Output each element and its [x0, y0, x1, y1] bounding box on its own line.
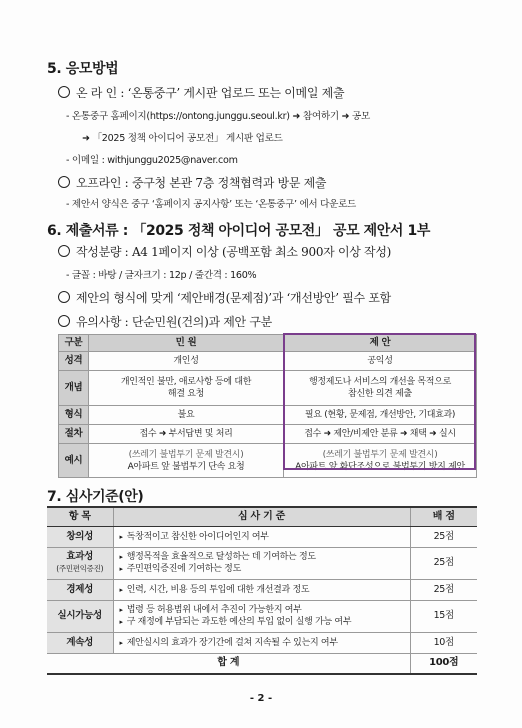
bullet-circle-icon: [58, 176, 70, 188]
row-label: 절차: [59, 425, 89, 444]
civil-line: A아파트 앞 불법투기 단속 요청: [127, 461, 245, 472]
table-row: [47, 600, 477, 632]
header-score: 배 점: [410, 507, 477, 526]
triangle-bullet-icon: ▸: [119, 565, 123, 573]
section-5-title: 5. 응모방법: [47, 61, 119, 77]
online-text: 온 라 인 : ‘온통중구’ 게시판 업로드 또는 이메일 제출: [76, 86, 345, 100]
civil-cell: 불요: [89, 406, 284, 425]
triangle-bullet-icon: ▸: [119, 618, 123, 626]
online-item: [58, 84, 344, 101]
row-label: 실시가능성: [47, 600, 113, 632]
header-item: 항 목: [47, 507, 113, 526]
score-cell: 15점: [410, 600, 477, 632]
row-label: [47, 547, 113, 579]
score-cell: 25점: [410, 547, 477, 579]
criteria-cell: [113, 547, 410, 579]
header-category: 구분: [59, 335, 89, 352]
civil-cell: [89, 444, 284, 478]
offline-text: 오프라인 : 중구청 본관 7층 정책협력과 방문 제출: [76, 176, 327, 190]
row-label: 계속성: [47, 632, 113, 653]
criteria-text: 인력, 시간, 비용 등의 투입에 대한 개선결과 정도: [126, 584, 310, 595]
board-line: ➜ 「2025 정책 아이디어 공모전」 게시판 업로드: [82, 133, 283, 144]
proposal-cell: 필요 (현황, 문제점, 개선방안, 기대효과): [284, 406, 477, 425]
offline-item: [58, 174, 326, 191]
criteria-text: 구 재정에 부담되는 과도한 예산의 투입 없이 실행 가능 여부: [126, 617, 352, 627]
section-6-title: 6. 제출서류 : 「2025 정책 아이디어 공모전」 공모 제안서 1부: [47, 223, 430, 239]
table-row: [59, 406, 477, 425]
form-line: - 제안서 양식은 중구 ‘홈페이지 공지사항’ 또는 ‘온통중구’ 에서 다운로드: [66, 199, 356, 210]
proposal-cell: 접수 ➜ 제안/비제안 분류 ➜ 채택 ➜ 실시: [284, 425, 477, 444]
proposal-cell: 공익성: [284, 352, 477, 371]
row-label: 형식: [59, 406, 89, 425]
criteria-text: 행정목적을 효율적으로 달성하는 데 기여하는 정도: [126, 552, 316, 562]
row-label: 예시: [59, 444, 89, 478]
font-line: - 글꼴 : 바탕 / 글자크기 : 12p / 줄간격 : 160%: [66, 270, 257, 281]
score-cell: 25점: [410, 579, 477, 600]
proposal-line: A아파트 앞 화단조성으로 불법투기 방지 제안: [295, 461, 465, 472]
triangle-bullet-icon: ▸: [119, 606, 123, 614]
criteria-cell: [113, 526, 410, 547]
evaluation-criteria-table: [47, 506, 477, 675]
row-label: 성격: [59, 352, 89, 371]
row-label: 창의성: [47, 526, 113, 547]
criteria-cell: [113, 632, 410, 653]
score-cell: 25점: [410, 526, 477, 547]
header-civil: 민 원: [89, 335, 284, 352]
table-header-row: [59, 335, 477, 352]
row-label: 경제성: [47, 579, 113, 600]
caution-text: 유의사항 : 단순민원(건의)과 제안 구분: [76, 315, 272, 329]
bullet-circle-icon: [58, 86, 70, 98]
triangle-bullet-icon: ▸: [119, 532, 123, 541]
proposal-cell: [284, 371, 477, 406]
triangle-bullet-icon: ▸: [119, 638, 123, 647]
civil-cell: [89, 371, 284, 406]
proposal-line: 행정제도나 서비스의 개선을 목적으로: [309, 377, 451, 387]
page-number: - 2 -: [249, 693, 273, 704]
bullet-circle-icon: [58, 315, 70, 327]
caution-item: [58, 313, 272, 330]
triangle-bullet-icon: ▸: [119, 585, 123, 594]
table-row: [59, 425, 477, 444]
criteria-text: 주민편익증진에 기여하는 정도: [126, 564, 241, 574]
civil-cell: 개인성: [89, 352, 284, 371]
civil-line: 해결 요청: [167, 389, 205, 399]
table-row: [47, 632, 477, 653]
total-score: 100점: [410, 653, 477, 674]
table-row: [47, 579, 477, 600]
amount-item: [58, 243, 391, 260]
bullet-circle-icon: [58, 291, 70, 303]
triangle-bullet-icon: ▸: [119, 553, 123, 561]
score-cell: 10점: [410, 632, 477, 653]
proposal-line: (쓰레기 불법투기 문제 발견시): [322, 449, 438, 460]
format-text: 제안의 형식에 맞게 ‘제안배경(문제점)’과 ‘개선방안’ 필수 포함: [76, 291, 391, 305]
homepage-line: - 온통중구 홈페이지(https://ontong.junggu.seoul.kr) ➜ 참여하기 ➜ 공모: [66, 111, 370, 122]
criteria-text: 독창적이고 참신한 아이디어인지 여부: [126, 531, 269, 542]
table-row: [47, 547, 477, 579]
civil-line: (쓰레기 불법투기 문제 발견시): [128, 449, 244, 460]
format-item: [58, 289, 391, 306]
civil-cell: 접수 ➜ 부서답변 및 처리: [89, 425, 284, 444]
section-7-title: 7. 심사기준(안): [47, 489, 144, 505]
proposal-line: 참신한 의견 제출: [348, 389, 412, 399]
criteria-text: 제안실시의 효과가 장기간에 걸쳐 지속될 수 있는지 여부: [126, 637, 338, 648]
civil-vs-proposal-table: [58, 334, 477, 478]
table-row: [59, 371, 477, 406]
table-row: [59, 352, 477, 371]
row-sublabel: (주민편익증진): [56, 564, 104, 573]
criteria-text: 법령 등 허용범위 내에서 추진이 가능한지 여부: [126, 605, 302, 615]
criteria-cell: [113, 600, 410, 632]
table-header-row: [47, 507, 477, 526]
row-label-text: 효과성: [66, 551, 94, 562]
header-proposal: 제 안: [284, 335, 477, 352]
total-label: 합 계: [47, 653, 410, 674]
bullet-circle-icon: [58, 245, 70, 257]
table-row: [59, 444, 477, 478]
header-criteria: 심 사 기 준: [113, 507, 410, 526]
row-label: 개념: [59, 371, 89, 406]
table-row: [47, 526, 477, 547]
email-line: - 이메일 : withjunggu2025@naver.com: [66, 155, 238, 166]
criteria-cell: [113, 579, 410, 600]
total-row: [47, 653, 477, 674]
amount-text: 작성분량 : A4 1페이지 이상 (공백포함 최소 900자 이상 작성): [76, 245, 392, 259]
civil-line: 개인적인 불만, 애로사항 등에 대한: [120, 377, 252, 387]
proposal-cell: [284, 444, 477, 478]
